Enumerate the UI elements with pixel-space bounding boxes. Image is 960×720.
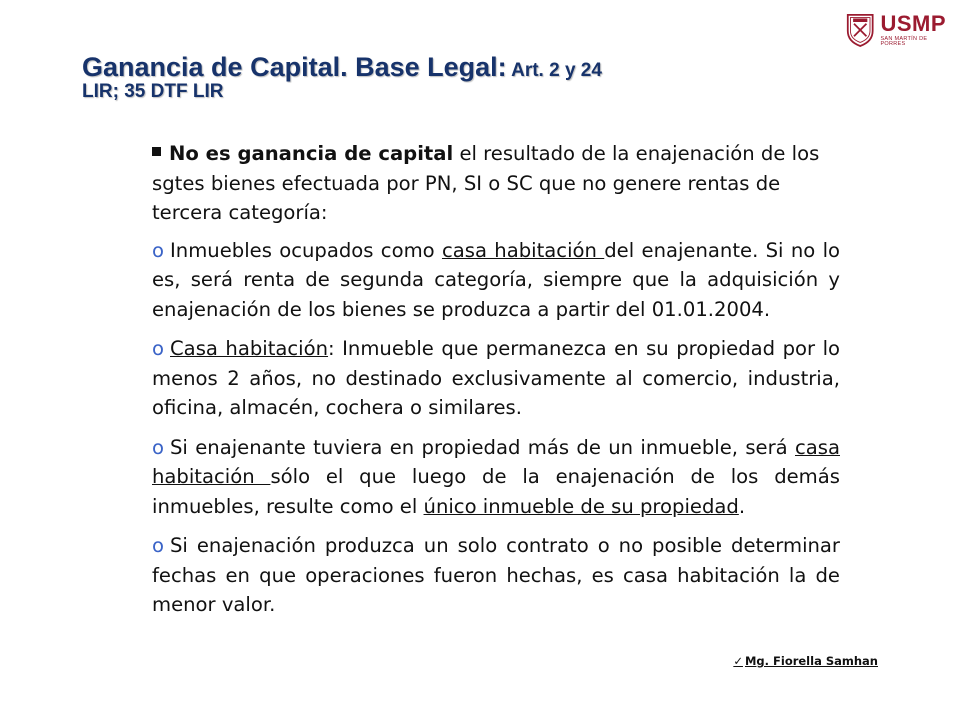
check-icon: ✓ [733,654,743,668]
intro-bold: No es ganancia de capital [169,142,454,165]
slide-title [82,52,782,103]
paragraph-definicion [152,334,840,423]
text-segment: Inmuebles ocupados como [170,238,442,262]
underlined-term: Casa habitación [170,337,329,360]
text-segment: Si enajenación produzca un solo contrato o no posible determinar fechas en que operaciones fueron hechas, es casa habitación la de menor valor. [152,534,840,616]
paragraph-menor-valor [152,531,840,620]
usmp-logo [846,10,946,50]
intro-text: el resultado de la enajenación de los sgtes bienes efectuada por PN, SI o SC que no genere rentas de tercera categoría: [152,142,820,224]
text-segment: . [738,494,746,518]
title-ref1: Art. 2 y 24 [511,60,602,81]
paragraph-inmuebles [152,236,840,325]
underlined-term: casa habitación [152,435,840,488]
paragraph-intro [152,139,840,228]
text-segment: sólo el que luego de la enajenación de los demás inmuebles, resulte como el [152,465,840,518]
circle-bullet-icon: o [152,435,164,459]
university-shield-icon [846,11,874,49]
underlined-term: casa habitación [441,238,605,262]
text-segment: : Inmueble que permanezca en su propiedad por lo menos 2 años, no destinado exclusivamente al comercio, industria, oficina, almacén, cochera o similares. [152,337,840,419]
square-bullet-icon [152,147,161,156]
text-segment: del enajenante. Si no lo es, será renta de segunda categoría, siempre que la adquisición y enajenación de los bienes se produzca a partir del 01.01.2004. [152,238,840,321]
author-signature [733,654,878,668]
text-segment: Si enajenante tuviera en propiedad más de un inmueble, será [170,435,795,459]
logo-name: USMP [880,10,946,36]
logo-subtitle: SAN MARTÍN DE PORRES [880,35,928,47]
underlined-term: único inmueble de su propiedad [423,494,739,518]
author-name: Mg. Fiorella Samhan [744,654,878,668]
title-ref2: LIR; 35 DTF LIR [82,81,224,102]
title-main: Ganancia de Capital. Base Legal: [82,52,507,82]
slide-body [152,139,840,630]
circle-bullet-icon: o [152,337,164,360]
paragraph-varios-inmuebles [152,433,840,522]
circle-bullet-icon: o [152,238,164,262]
circle-bullet-icon: o [152,534,164,557]
